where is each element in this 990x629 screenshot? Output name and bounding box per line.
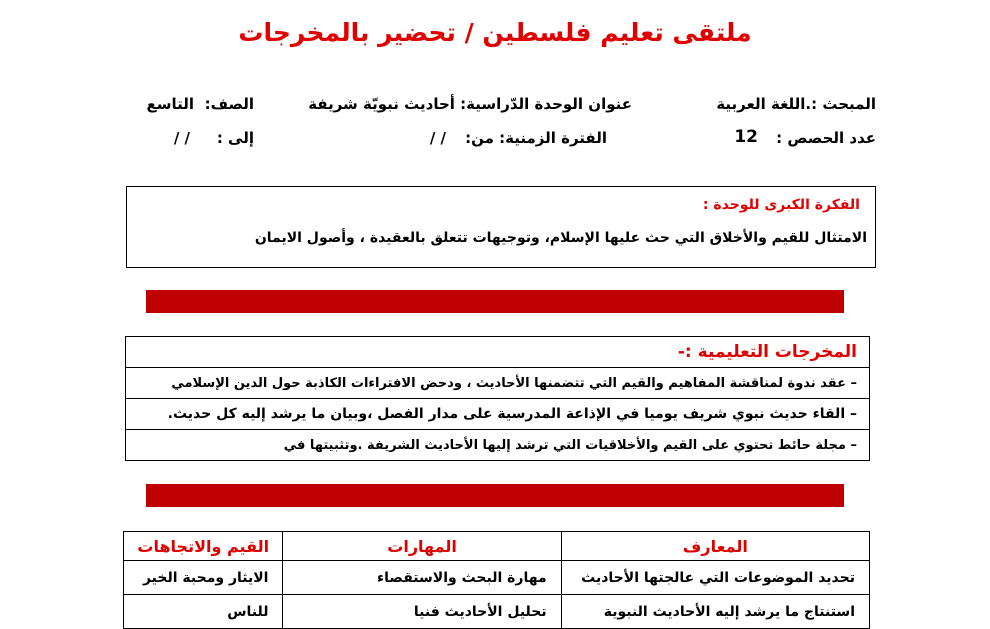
to-label: إلى :: [216, 129, 254, 147]
grade-label: الصف:: [204, 95, 254, 113]
header-skills: المهارات: [283, 532, 561, 561]
big-idea-box: [126, 186, 876, 268]
sessions-value: 12: [734, 127, 758, 147]
outcomes-grid-table: [123, 531, 870, 629]
outcome-item: – عقد ندوة لمناقشة المفاهيم والقيم التي تتضمنها الأحاديث ، ودحض الافتراءات الكاذبة حول الدين الإسلامي: [126, 368, 870, 399]
to-value: / /: [173, 129, 190, 147]
outcome-item: – مجلة حائط تحتوي على القيم والأخلاقيات التي ترشد إليها الأحاديث الشريفة .وتثبيتها في: [126, 430, 870, 461]
table-cell: للناس: [124, 595, 283, 629]
subject-field: المبحث :.اللغة العربية: [716, 95, 876, 113]
outcome-item: – القاء حديث نبوي شريف يوميا في الإذاعة المدرسية على مدار الفصل ،وبيان ما يرشد إليه كل حديث.: [126, 399, 870, 430]
table-cell: الايثار ومحبة الخير: [124, 561, 283, 595]
table-cell: تحليل الأحاديث فنيا: [283, 595, 561, 629]
period-from-value: / /: [429, 129, 446, 147]
header-knowledge: المعارف: [561, 532, 869, 561]
table-cell: تحديد الموضوعات التي عالجتها الأحاديث: [561, 561, 869, 595]
table-cell: استنتاج ما يرشد إليه الأحاديث النبوية: [561, 595, 869, 629]
grade-value: التاسع: [146, 95, 194, 113]
table-cell: مهارة البحث والاستقصاء: [283, 561, 561, 595]
outcomes-heading: المخرجات التعليمية :-: [126, 337, 870, 368]
section-divider: [146, 484, 844, 507]
big-idea-text: الامتثال للقيم والأخلاق التي حث عليها الإسلام، وتوجيهات تتعلق بالعقيدة ، وأصول الايمان: [254, 230, 867, 246]
period-label: الفترة الزمنية: من:: [465, 129, 607, 147]
unit-title-field: عنوان الوحدة الدّراسية: أحاديث نبويّة شريفة: [308, 95, 632, 113]
header-values: القيم والاتجاهات: [124, 532, 283, 561]
page-title: ملتقى تعليم فلسطين / تحضير بالمخرجات: [238, 18, 752, 47]
sessions-label: عدد الحصص :: [776, 129, 876, 147]
section-divider: [146, 290, 844, 313]
outcomes-table: [125, 336, 870, 461]
big-idea-heading: الفكرة الكبرى للوحدة :: [702, 197, 860, 213]
